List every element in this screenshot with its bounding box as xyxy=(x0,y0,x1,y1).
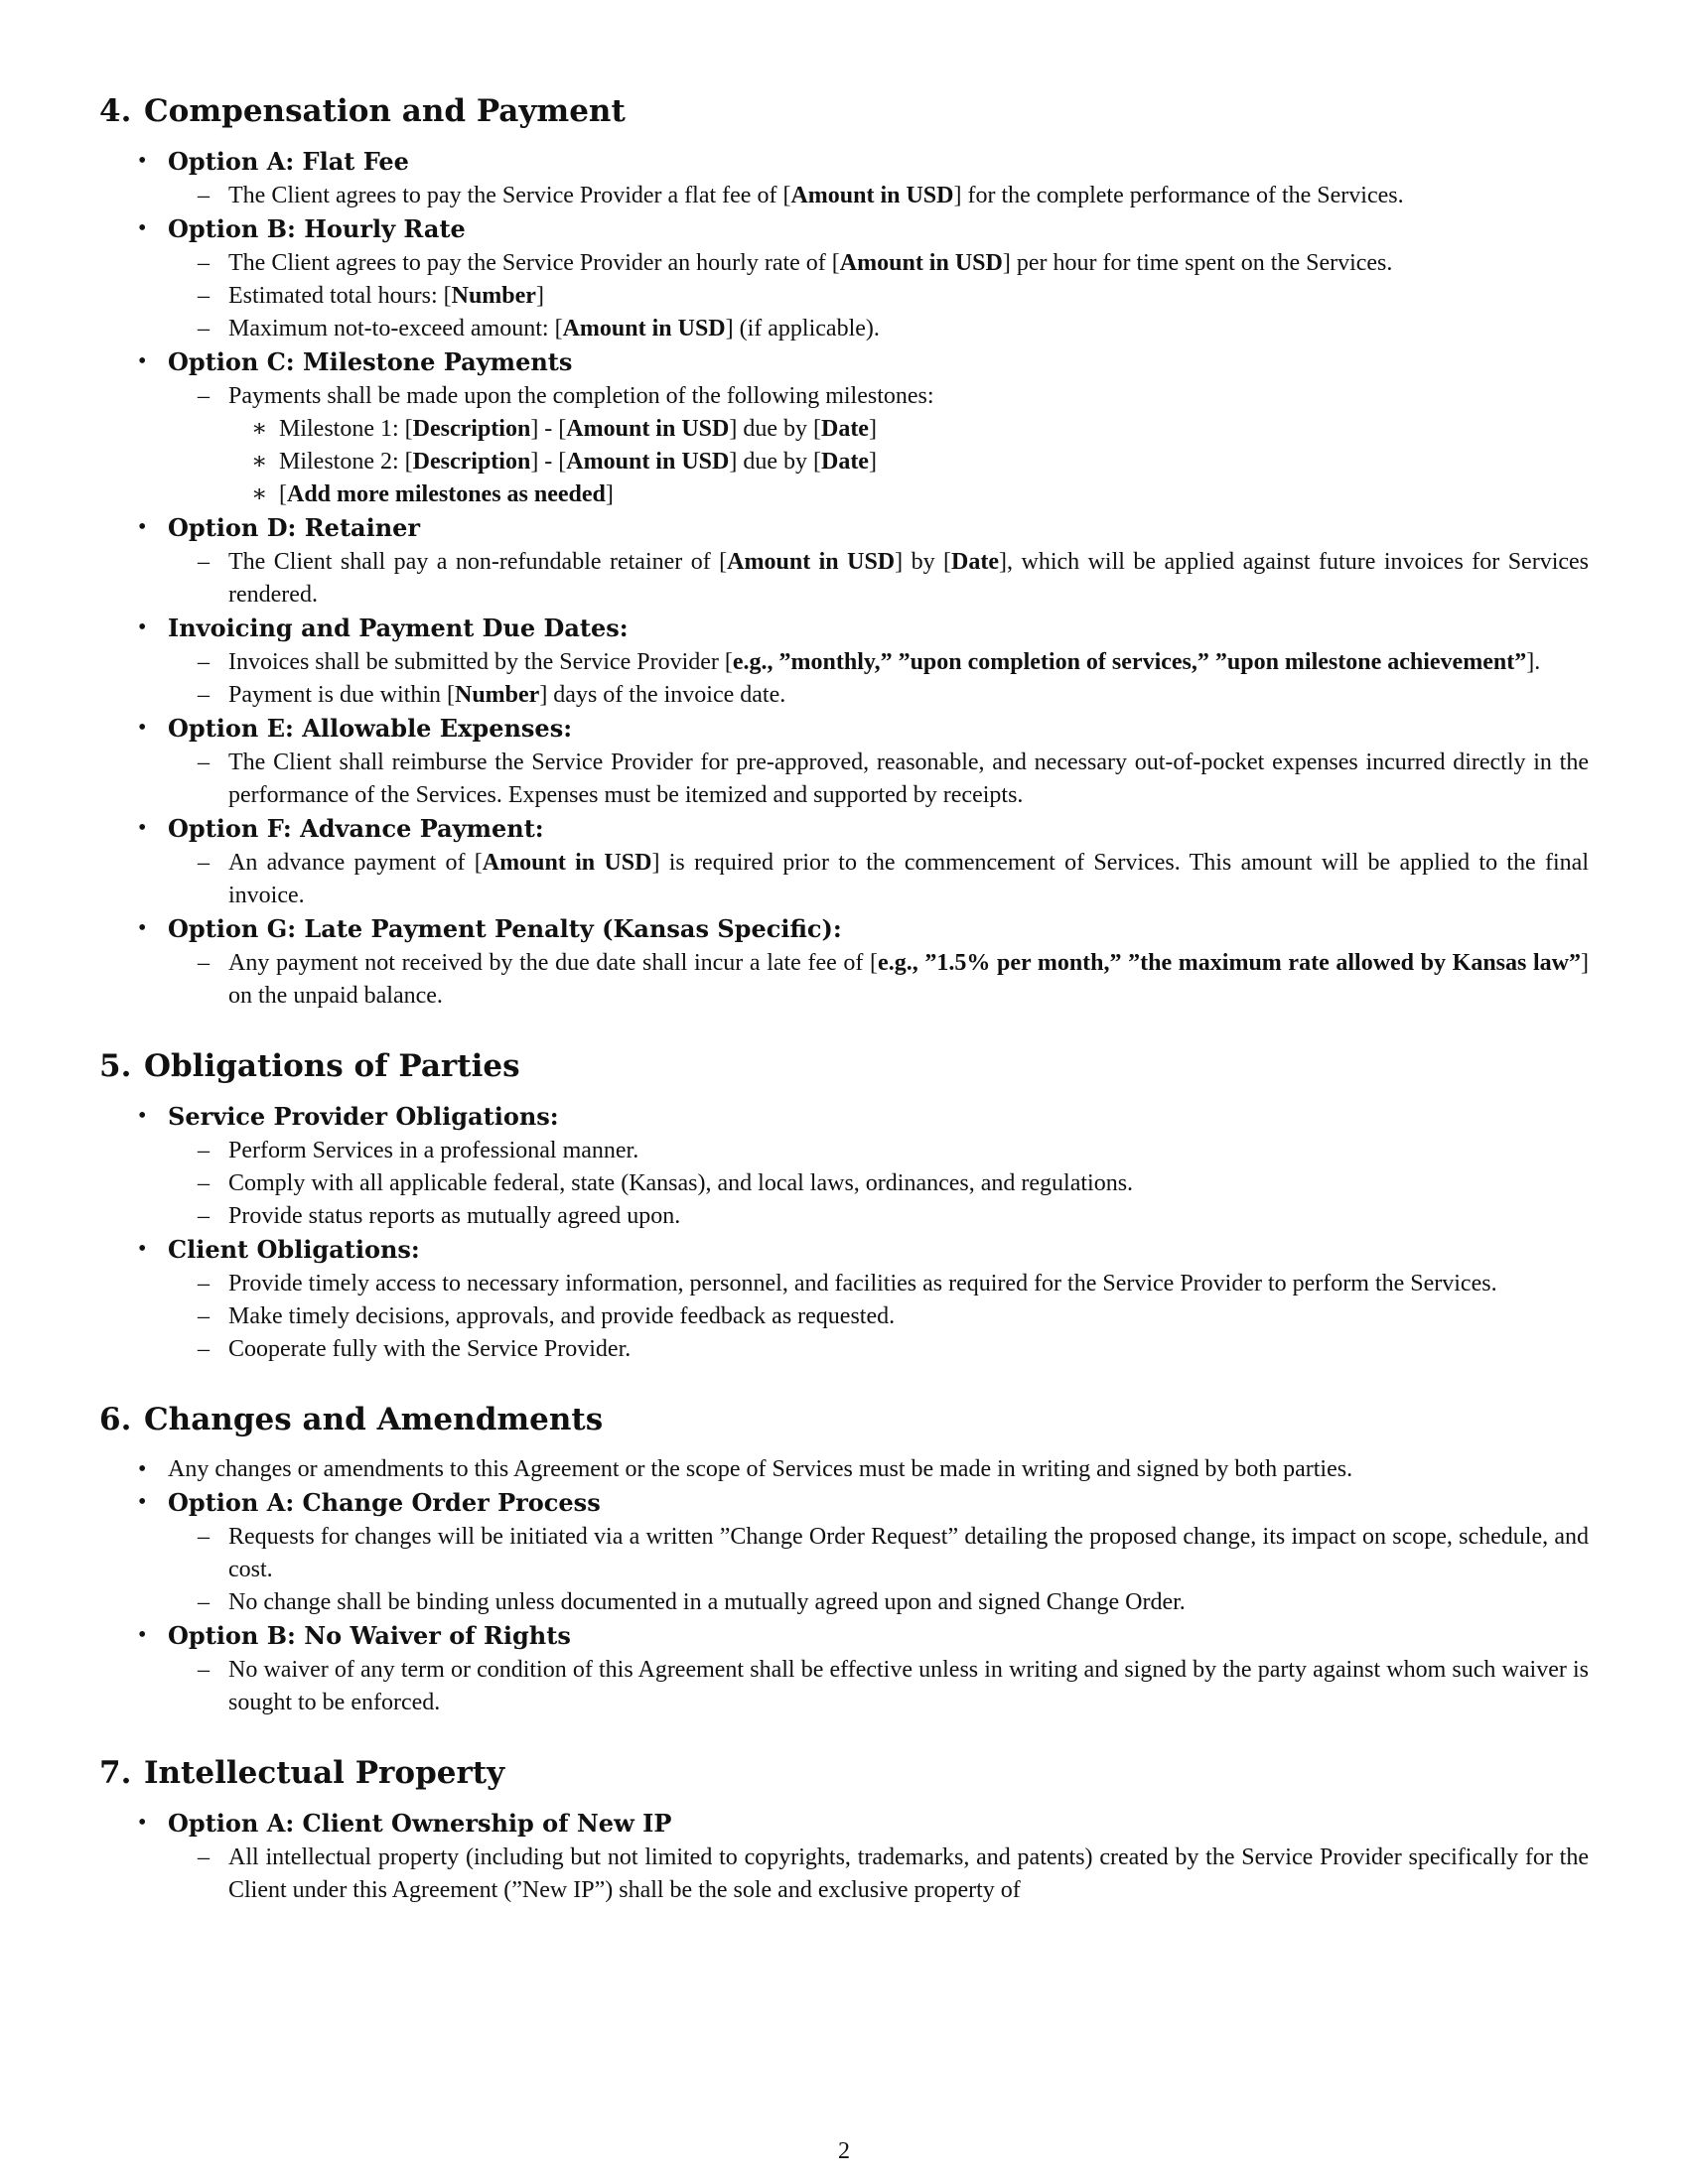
document-page xyxy=(99,91,1589,1941)
list-item: – Payments shall be made upon the completion of the following milestones: ∗ Milestone 1: [Description] - [Amount in USD] due by [Date] ∗ Milestone 2: [Description] - [Amount in USD] due by [Date] ∗ [Add more milestones as needed] xyxy=(228,380,1589,511)
page-number: 2 xyxy=(838,2138,850,2164)
milestone-item: ∗ Milestone 2: [Description] - [Amount in USD] due by [Date] xyxy=(279,446,1589,478)
list-item: – Estimated total hours: [Number] xyxy=(228,280,1589,313)
list-item: – The Client agrees to pay the Service Provider an hourly rate of [Amount in USD] per hour for time spent on the Services. xyxy=(228,247,1589,280)
service-provider-obligations xyxy=(168,1100,1589,1233)
invoicing-due-dates xyxy=(168,612,1589,712)
section-title: Obligations of Parties xyxy=(144,1048,520,1084)
option-label: Option A: Client Ownership of New IP xyxy=(168,1809,672,1838)
client-obligations xyxy=(168,1233,1589,1366)
section-5 xyxy=(99,1046,1589,1366)
section-number: 7. xyxy=(99,1755,132,1791)
milestone-item: ∗ [Add more milestones as needed] xyxy=(279,478,1589,511)
section-heading xyxy=(99,1753,1589,1793)
option-label: Client Obligations: xyxy=(168,1235,420,1264)
section-title: Compensation and Payment xyxy=(144,93,626,129)
list-item: – Requests for changes will be initiated via a written ”Change Order Request” detailing the proposed change, its impact on scope, schedule, and cost. xyxy=(228,1521,1589,1586)
list-item: – Provide timely access to necessary information, personnel, and facilities as required for the Service Provider to perform the Services. xyxy=(228,1268,1589,1300)
list-item: – Any payment not received by the due date shall incur a late fee of [e.g., ”1.5% per month,” ”the maximum rate allowed by Kansas law”] on the unpaid balance. xyxy=(228,947,1589,1013)
option-label: Option A: Flat Fee xyxy=(168,147,409,176)
option-c-milestones xyxy=(168,345,1589,511)
list-item: – Provide status reports as mutually agreed upon. xyxy=(228,1200,1589,1233)
option-label: Service Provider Obligations: xyxy=(168,1102,559,1131)
option-b-no-waiver xyxy=(168,1619,1589,1719)
section-7 xyxy=(99,1753,1589,1907)
section-number: 5. xyxy=(99,1048,132,1084)
option-label: Option E: Allowable Expenses: xyxy=(168,714,573,743)
list-item: – The Client shall reimburse the Service Provider for pre-approved, reasonable, and necessary out-of-pocket expenses incurred directly in the performance of the Services. Expenses must be itemized and supported by receipts. xyxy=(228,747,1589,812)
option-a-flat-fee xyxy=(168,145,1589,212)
section-4 xyxy=(99,91,1589,1013)
section-heading xyxy=(99,91,1589,131)
option-f-advance xyxy=(168,812,1589,912)
section-number: 6. xyxy=(99,1402,132,1437)
list-item: – No change shall be binding unless documented in a mutually agreed upon and signed Change Order. xyxy=(228,1586,1589,1619)
list-item: – The Client agrees to pay the Service Provider a flat fee of [Amount in USD] for the complete performance of the Services. xyxy=(228,180,1589,212)
list-item: – Payment is due within [Number] days of the invoice date. xyxy=(228,679,1589,712)
section-heading xyxy=(99,1046,1589,1086)
list-item: – Make timely decisions, approvals, and provide feedback as requested. xyxy=(228,1300,1589,1333)
option-a-change-order xyxy=(168,1486,1589,1619)
section-title: Intellectual Property xyxy=(144,1755,505,1791)
list-item: – No waiver of any term or condition of this Agreement shall be effective unless in writing and signed by the party against whom such waiver is sought to be enforced. xyxy=(228,1654,1589,1719)
option-e-expenses xyxy=(168,712,1589,812)
option-label: Option G: Late Payment Penalty (Kansas Specific): xyxy=(168,914,842,943)
section-number: 4. xyxy=(99,93,132,129)
list-item: – Comply with all applicable federal, state (Kansas), and local laws, ordinances, and regulations. xyxy=(228,1167,1589,1200)
option-label: Invoicing and Payment Due Dates: xyxy=(168,614,629,642)
option-label: Option D: Retainer xyxy=(168,513,421,542)
option-label: Option B: Hourly Rate xyxy=(168,214,466,243)
section-heading xyxy=(99,1400,1589,1439)
list-item: – Perform Services in a professional manner. xyxy=(228,1135,1589,1167)
milestone-item: ∗ Milestone 1: [Description] - [Amount in USD] due by [Date] xyxy=(279,413,1589,446)
option-g-late-penalty xyxy=(168,912,1589,1013)
option-label: Option B: No Waiver of Rights xyxy=(168,1621,571,1650)
option-label: Option C: Milestone Payments xyxy=(168,347,573,376)
section-title: Changes and Amendments xyxy=(144,1402,604,1437)
list-item: – Maximum not-to-exceed amount: [Amount in USD] (if applicable). xyxy=(228,313,1589,345)
list-item: – Cooperate fully with the Service Provider. xyxy=(228,1333,1589,1366)
option-b-hourly-rate xyxy=(168,212,1589,345)
option-label: Option F: Advance Payment: xyxy=(168,814,544,843)
list-item: – The Client shall pay a non-refundable retainer of [Amount in USD] by [Date], which will be applied against future invoices for Services rendered. xyxy=(228,546,1589,612)
list-item: – An advance payment of [Amount in USD] is required prior to the commencement of Services. This amount will be applied to the final invoice. xyxy=(228,847,1589,912)
list-item: – All intellectual property (including but not limited to copyrights, trademarks, and patents) created by the Service Provider specifically for the Client under this Agreement (”New IP”) shall be the sole and exclusive property of xyxy=(228,1842,1589,1907)
option-a-client-ip xyxy=(168,1807,1589,1907)
list-item: • Any changes or amendments to this Agreement or the scope of Services must be made in writing and signed by both parties. xyxy=(168,1453,1589,1486)
option-d-retainer xyxy=(168,511,1589,612)
section-6 xyxy=(99,1400,1589,1719)
list-item: – Invoices shall be submitted by the Service Provider [e.g., ”monthly,” ”upon completion of services,” ”upon milestone achievement”]. xyxy=(228,646,1589,679)
option-label: Option A: Change Order Process xyxy=(168,1488,601,1517)
